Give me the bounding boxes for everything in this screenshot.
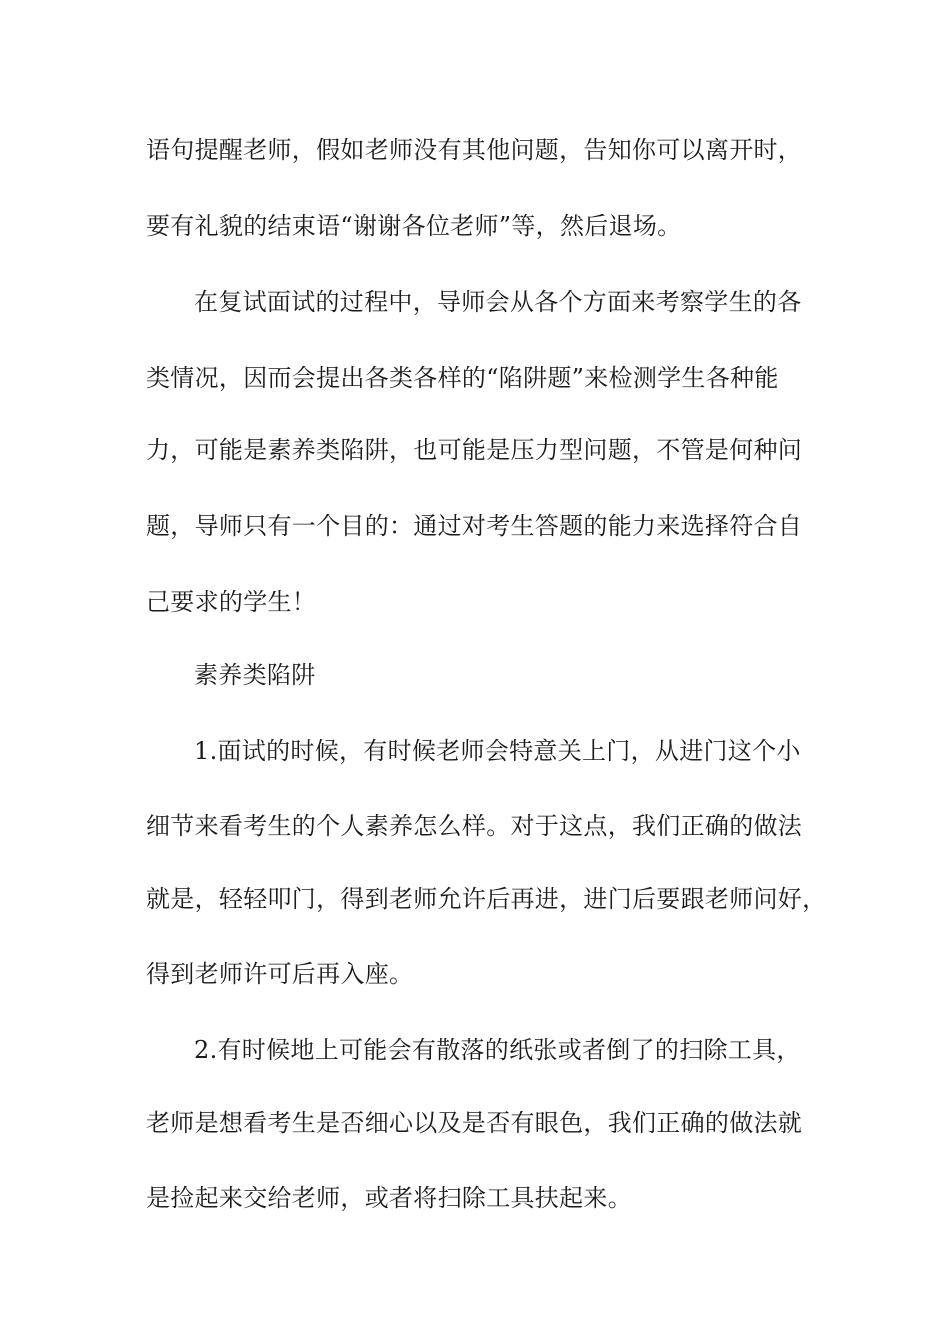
body-line: 题，导师只有一个目的：通过对考生答题的能力来选择符合自 — [146, 512, 803, 540]
body-line: 就是，轻轻叩门，得到老师允许后再进，进门后要跟老师问好， — [146, 885, 827, 913]
body-line: 是捡起来交给老师，或者将扫除工具扶起来。 — [146, 1184, 632, 1212]
body-line: 老师是想看考生是否细心以及是否有眼色，我们正确的做法就 — [146, 1109, 803, 1137]
body-line: 语句提醒老师，假如老师没有其他问题，告知你可以离开时， — [146, 136, 803, 164]
body-line: 类情况，因而会提出各类各样的“陷阱题”来检测学生各种能 — [146, 364, 779, 392]
body-line: 己要求的学生！ — [146, 588, 317, 616]
body-line: 得到老师许可后再入座。 — [146, 960, 414, 988]
paragraph-start-line: 在复试面试的过程中，导师会从各个方面来考察学生的各 — [194, 288, 802, 316]
body-line: 细节来看考生的个人素养怎么样。对于这点，我们正确的做法 — [146, 812, 803, 840]
list-item-2-start: 2.有时候地上可能会有散落的纸张或者倒了的扫除工具， — [194, 1036, 801, 1064]
body-line: 要有礼貌的结束语“谢谢各位老师”等，然后退场。 — [146, 212, 682, 240]
section-heading: 素养类陷阱 — [194, 661, 316, 689]
body-line: 力，可能是素养类陷阱，也可能是压力型问题，不管是何种问 — [146, 436, 803, 464]
list-item-1-start: 1.面试的时候，有时候老师会特意关上门，从进门这个小 — [194, 737, 801, 765]
